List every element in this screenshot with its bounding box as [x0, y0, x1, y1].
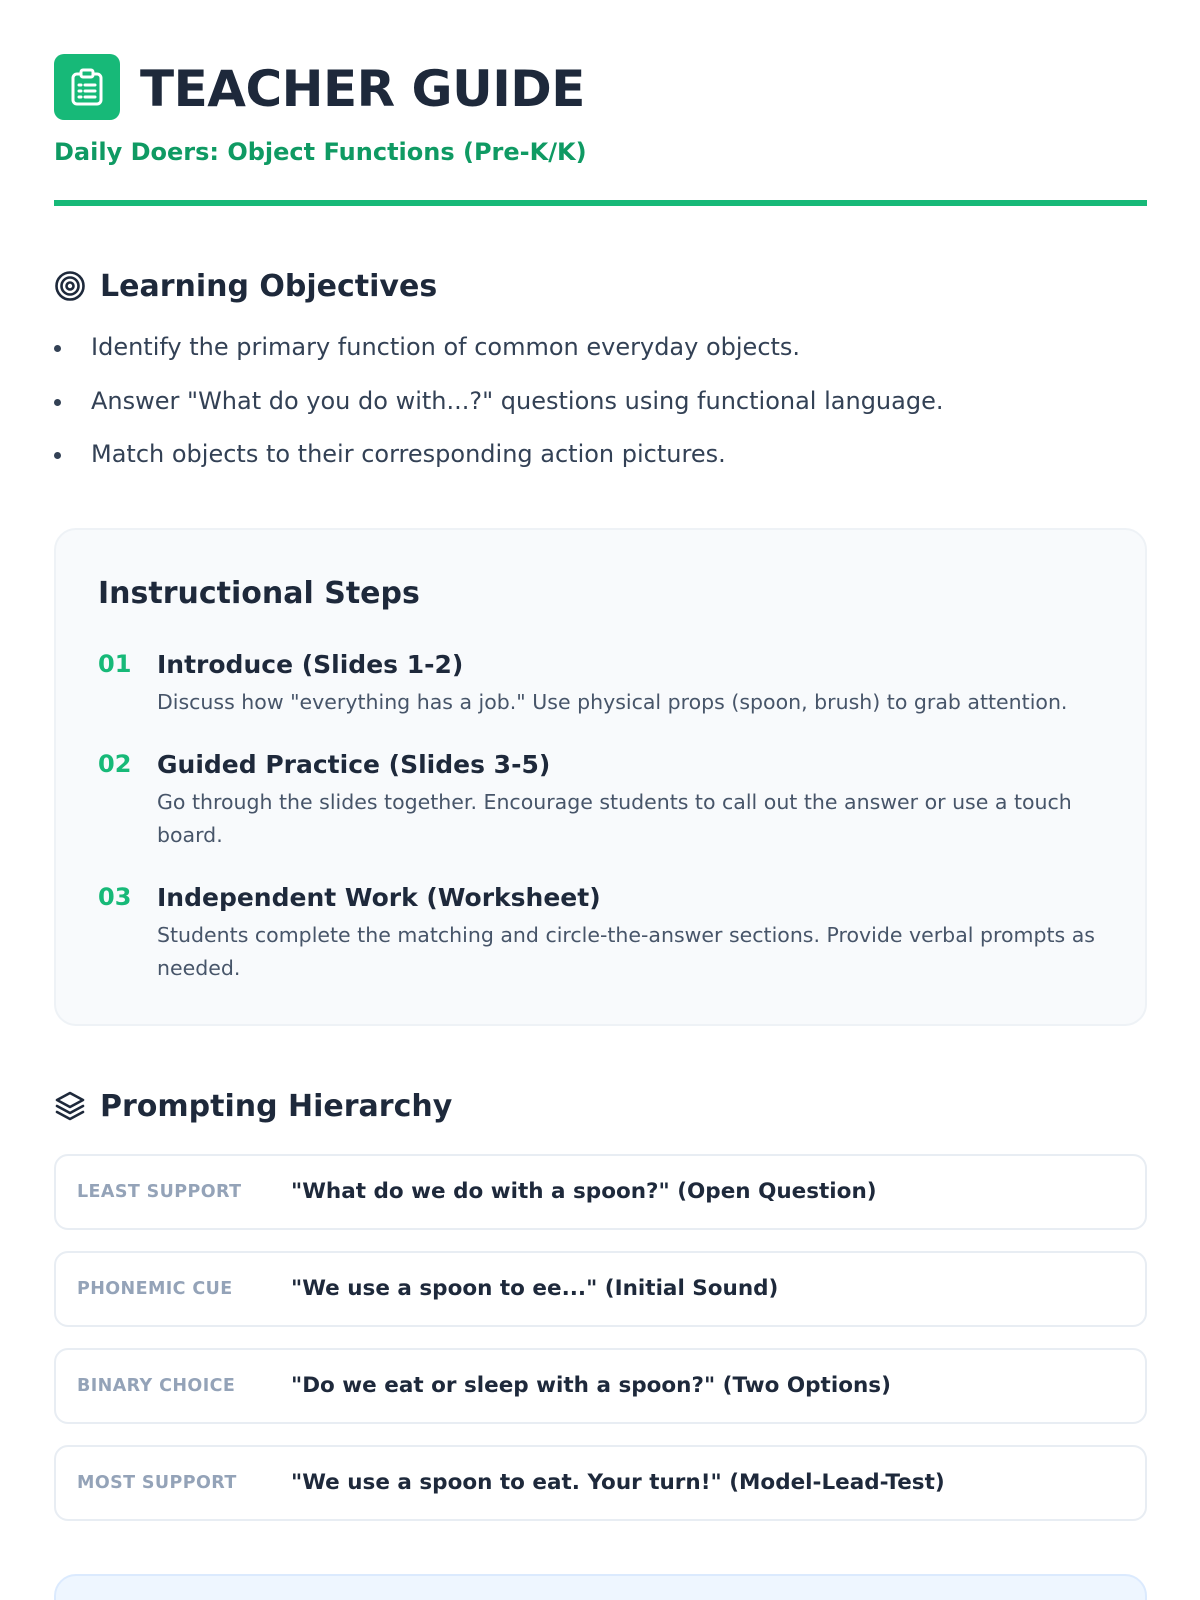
prompt-level-text: "We use a spoon to eat. Your turn!" (Model-Lead-Test): [291, 1470, 945, 1495]
next-section-card: [54, 1574, 1147, 1600]
prompt-level-text: "Do we eat or sleep with a spoon?" (Two Options): [291, 1373, 891, 1398]
step-number: 03: [98, 883, 132, 911]
objectives-heading-text: Learning Objectives: [100, 268, 438, 304]
list-item: Answer "What do you do with...?" questions using functional language.: [54, 380, 943, 434]
prompting-heading: [54, 1086, 452, 1126]
list-item: Match objects to their corresponding action pictures.: [54, 433, 943, 487]
prompt-level-label: MOST SUPPORT: [77, 1473, 237, 1493]
prompt-level-row: [54, 1154, 1147, 1230]
page-title: TEACHER GUIDE: [140, 60, 585, 118]
objectives-heading: [54, 266, 437, 306]
step-title: Independent Work (Worksheet): [157, 883, 601, 912]
prompt-level-row: [54, 1251, 1147, 1327]
step-number: 01: [98, 650, 132, 678]
step-description: Go through the slides together. Encourage students to call out the answer or use a touch board.: [157, 790, 1072, 847]
step-number: 02: [98, 750, 132, 778]
instructional-steps-card: [54, 528, 1147, 1026]
clipboard-icon: [54, 54, 120, 120]
prompt-level-text: "We use a spoon to ee..." (Initial Sound): [291, 1276, 779, 1301]
prompt-level-label: LEAST SUPPORT: [77, 1182, 242, 1202]
prompt-level-label: BINARY CHOICE: [77, 1376, 236, 1396]
prompt-level-row: [54, 1445, 1147, 1521]
target-icon: [54, 270, 86, 302]
steps-heading: Instructional Steps: [98, 576, 420, 611]
step-description: Discuss how "everything has a job." Use physical props (spoon, brush) to grab attention.: [157, 690, 1068, 714]
step-title: Introduce (Slides 1-2): [157, 650, 464, 679]
layers-icon: [54, 1090, 86, 1122]
step-description: Students complete the matching and circle-the-answer sections. Provide verbal prompts as needed.: [157, 923, 1095, 980]
header: [54, 54, 1147, 208]
prompt-level-text: "What do we do with a spoon?" (Open Question): [291, 1179, 877, 1204]
prompt-level-label: PHONEMIC CUE: [77, 1279, 233, 1299]
objectives-list: [54, 326, 943, 487]
list-item: Identify the primary function of common everyday objects.: [54, 326, 943, 380]
prompt-level-row: [54, 1348, 1147, 1424]
prompting-heading-text: Prompting Hierarchy: [100, 1088, 453, 1124]
step-title: Guided Practice (Slides 3-5): [157, 750, 551, 779]
page-subtitle: Daily Doers: Object Functions (Pre-K/K): [54, 138, 587, 166]
header-divider: [54, 200, 1147, 206]
